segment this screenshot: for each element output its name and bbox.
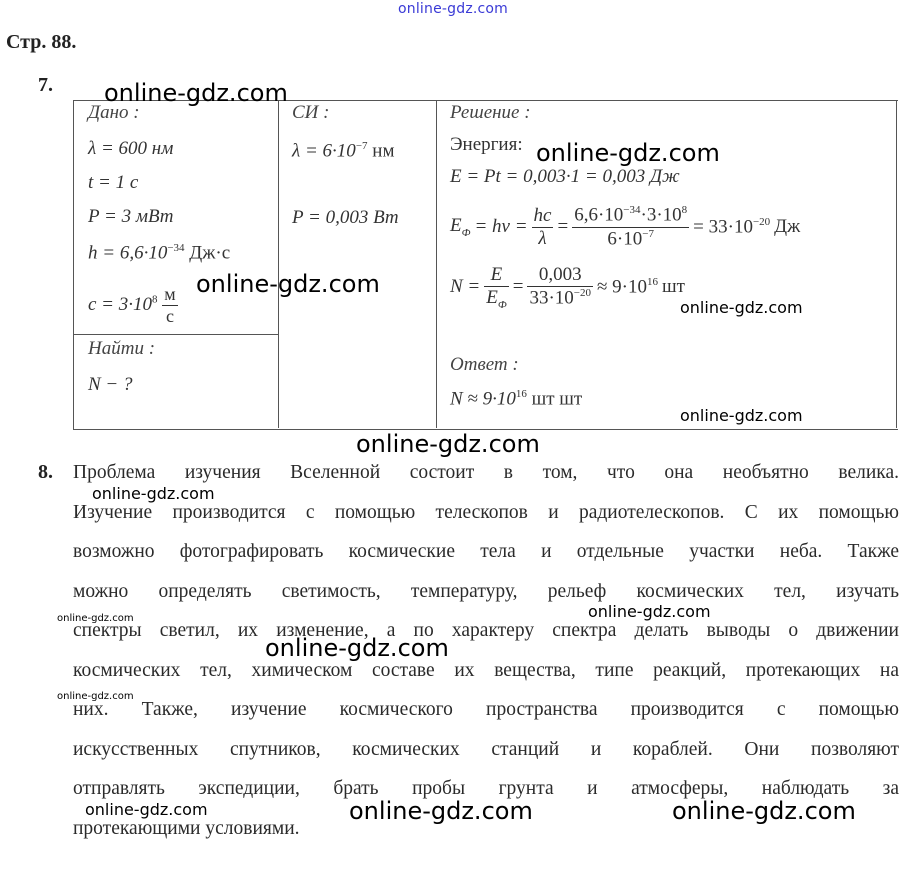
speed-exp: 8 bbox=[152, 293, 158, 306]
paragraph-line: возможно фотографировать космические тела и отдельные участки неба. Также bbox=[73, 541, 899, 562]
equation-photon-energy bbox=[450, 198, 800, 256]
paragraph-line: Изучение производится с помощью телескопов и радиотелескопов. С их помощью bbox=[73, 501, 899, 523]
speed-value: c = 3·10 bbox=[88, 293, 153, 315]
given-title: Дано : bbox=[88, 102, 140, 123]
eq3-fraction-values bbox=[527, 264, 593, 309]
paragraph-line: протекающими условиями. bbox=[73, 817, 300, 839]
eq3-unit: шт bbox=[662, 276, 685, 297]
top-watermark: online-gdz.com bbox=[397, 1, 509, 17]
answer-unit: шт шт bbox=[531, 388, 583, 410]
eq3-frac1-num: E bbox=[484, 264, 508, 287]
divider-given-find bbox=[73, 334, 279, 335]
given-planck bbox=[88, 242, 230, 264]
eq3-rhs: ≈ $9\cdot 10^{16}$ bbox=[596, 275, 658, 298]
task-8-number: 8. bbox=[38, 461, 53, 483]
eq3-frac2-num: 0,003 bbox=[527, 264, 593, 287]
eq2-frac2-den: $6\cdot 10^{-7}$ bbox=[607, 227, 654, 249]
eq3-frac1-den: $E_Ф$ bbox=[486, 286, 507, 311]
table-right-edge bbox=[896, 100, 897, 428]
divider-given-si bbox=[278, 100, 279, 428]
task-7-number: 7. bbox=[38, 74, 53, 96]
answer-exp: 16 bbox=[515, 388, 527, 400]
watermark: online-gdz.com bbox=[265, 634, 449, 662]
eq3-equals: = bbox=[512, 276, 524, 297]
watermark: online-gdz.com bbox=[196, 270, 380, 298]
watermark: online-gdz.com bbox=[588, 602, 711, 621]
divider-si-solution bbox=[436, 100, 437, 428]
watermark: online-gdz.com bbox=[536, 139, 720, 167]
equation-energy: E = Pt = 0,003·1 = 0,003 Дж bbox=[450, 166, 680, 187]
find-title: Найти : bbox=[88, 338, 156, 359]
speed-unit-num: м bbox=[164, 284, 176, 304]
si-power: P = 0,003 Вт bbox=[292, 207, 399, 228]
task-7-table bbox=[73, 100, 897, 428]
watermark: online-gdz.com bbox=[57, 691, 134, 702]
given-lambda: λ = 600 нм bbox=[88, 138, 174, 159]
watermark: online-gdz.com bbox=[356, 430, 540, 458]
paragraph-line: искусственных спутников, космических станций и кораблей. Они позволяют bbox=[73, 738, 899, 760]
si-title: СИ : bbox=[292, 102, 330, 123]
eq2-frac1-den: λ bbox=[538, 227, 547, 249]
watermark: online-gdz.com bbox=[349, 797, 533, 825]
eq2-unit: Дж bbox=[774, 216, 801, 237]
page-label: Стр. 88. bbox=[6, 31, 77, 53]
given-speed bbox=[88, 284, 178, 327]
planck-exp: −34 bbox=[167, 242, 185, 254]
task-8-paragraph bbox=[73, 453, 899, 848]
watermark: online-gdz.com bbox=[57, 613, 134, 624]
energy-label: Энергия: bbox=[450, 134, 523, 155]
watermark: online-gdz.com bbox=[85, 800, 208, 819]
paragraph-line: Проблема изучения Вселенной состоит в том, что она необъятно велика. bbox=[73, 462, 899, 483]
eq2-mid: = hν = bbox=[474, 216, 528, 237]
watermark: online-gdz.com bbox=[104, 79, 288, 107]
eq3-frac2-den: $33\cdot 10^{-20}$ bbox=[529, 287, 591, 309]
given-power: P = 3 мВт bbox=[88, 206, 174, 227]
answer-title: Ответ : bbox=[450, 354, 519, 375]
eq2-fraction-values bbox=[572, 204, 689, 250]
si-lambda-unit: нм bbox=[372, 140, 395, 162]
speed-unit bbox=[162, 284, 177, 327]
eq2-lhs: $E_Ф$ bbox=[450, 215, 471, 239]
eq3-lhs: N = bbox=[450, 276, 481, 297]
speed-unit-den: с bbox=[165, 306, 174, 326]
si-lambda-value: λ = 6·10 bbox=[292, 140, 356, 162]
watermark: online-gdz.com bbox=[680, 298, 803, 317]
eq2-frac1-num: hc bbox=[533, 204, 552, 226]
watermark: online-gdz.com bbox=[92, 484, 215, 503]
si-lambda bbox=[292, 140, 394, 162]
solution-title: Решение : bbox=[450, 102, 531, 123]
eq2-fraction-hc bbox=[532, 205, 554, 250]
eq2-equals: = bbox=[557, 216, 569, 237]
paragraph-line: можно определять светимость, температуру, рельеф космических тел, изучать bbox=[73, 580, 899, 602]
answer-value bbox=[450, 388, 582, 410]
watermark: online-gdz.com bbox=[680, 406, 803, 425]
planck-unit: Дж·с bbox=[189, 242, 231, 264]
equation-photon-count bbox=[450, 258, 685, 316]
eq2-frac2-num: $6,6\cdot 10^{-34}\cdot 3\cdot 10^8$ bbox=[574, 204, 688, 226]
si-lambda-exp: −7 bbox=[355, 140, 368, 152]
answer-expression: N ≈ 9·10 bbox=[450, 388, 516, 410]
paragraph-line: отправлять экспедиции, брать пробы грунта и атмосферы, наблюдать за bbox=[73, 778, 899, 799]
paragraph-line: спектры светил, их изменение, а по характеру спектра делать выводы о движении bbox=[73, 620, 899, 641]
find-value: N − ? bbox=[88, 374, 133, 395]
given-time: t = 1 с bbox=[88, 172, 139, 193]
eq3-fraction-energy bbox=[484, 264, 508, 311]
watermark: online-gdz.com bbox=[672, 797, 856, 825]
eq2-rhs: = $33\cdot 10^{-20}$ bbox=[693, 215, 771, 238]
paragraph-line: космических тел, химическом составе их вещества, типе реакций, протекающих на bbox=[73, 659, 899, 681]
planck-value: h = 6,6·10 bbox=[88, 242, 168, 264]
paragraph-line: них. Также, изучение космического пространства производится с помощью bbox=[73, 699, 899, 720]
